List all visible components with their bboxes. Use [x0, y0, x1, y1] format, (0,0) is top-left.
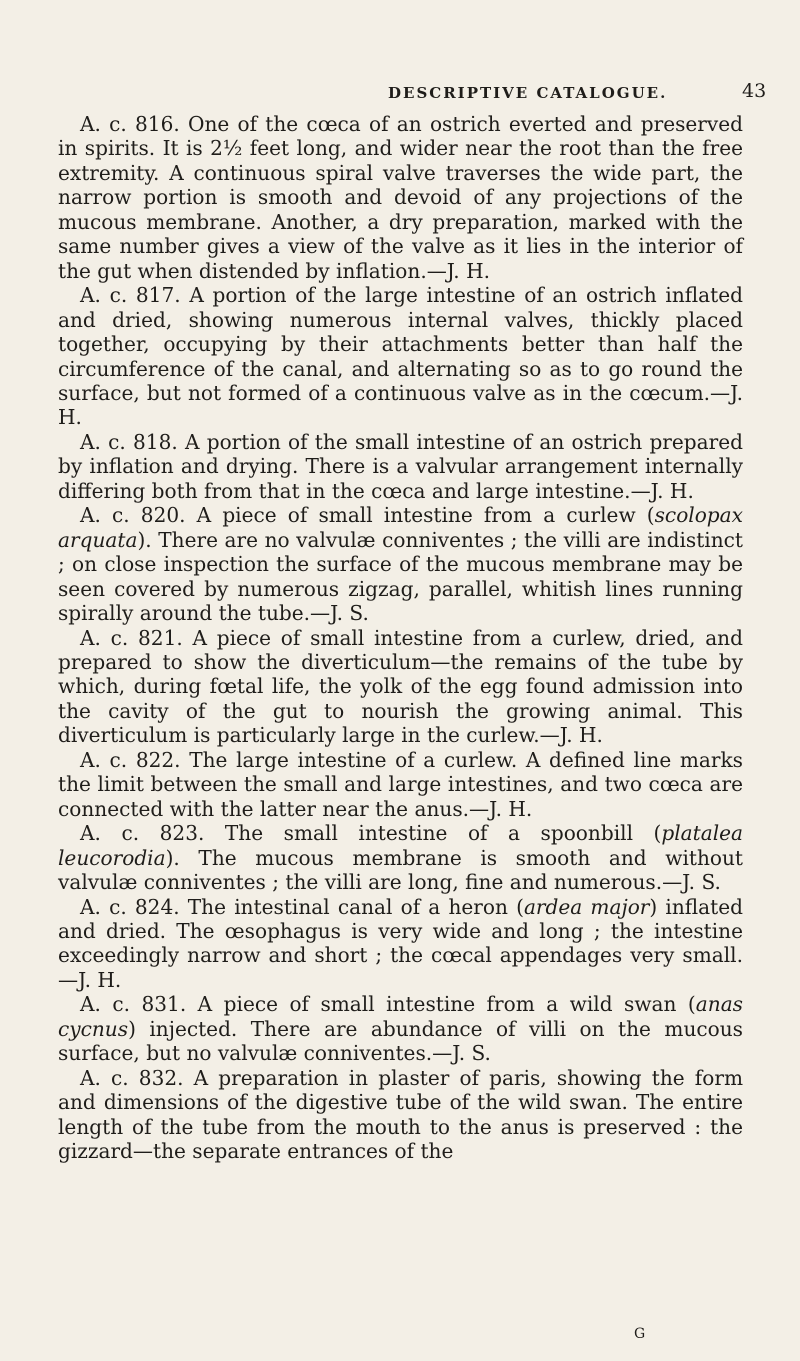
signature-mark: G	[634, 1326, 646, 1342]
entry-text-end: ) injected. There are abundance of villi on the mucous surface, but no valvulæ conniventes.—J. S.	[58, 1016, 743, 1066]
entry-text-end: ). The mucous membrane is smooth and without valvulæ conniventes ; the villi are long, fine and numerous.—J. S.	[58, 845, 743, 895]
entry-text: A. c. 818. A portion of the small intestine of an ostrich prepared by inflation and drying. There is a valvular arrangement internally differing both from that in the cœca and large intestine.—J. H.	[58, 429, 743, 503]
entry-text-end: ) inflated and dried. The œsophagus is very wide and long ; the intestine exceedingly narrow and short ; the cœcal appendages very small.—J. H.	[58, 894, 743, 992]
catalogue-entry-832	[58, 1066, 743, 1164]
running-head: DESCRIPTIVE CATALOGUE.	[388, 84, 668, 102]
entry-text: A. c. 823. The small intestine of a spoonbill (	[80, 821, 662, 846]
catalogue-entry-818	[58, 430, 743, 503]
entry-text: A. c. 822. The large intestine of a curlew. A defined line marks the limit between the small and large intestines, and two cœca are connected with the latter near the anus.—J. H.	[58, 747, 743, 821]
species-name: scolopax arquata	[58, 503, 743, 552]
entry-text: A. c. 831. A piece of small intestine from a wild swan (	[80, 992, 696, 1017]
catalogue-text	[58, 112, 743, 1163]
entry-text: A. c. 824. The intestinal canal of a heron (	[80, 894, 524, 919]
species-name: platalea leucorodia	[58, 821, 743, 870]
catalogue-entry-831	[58, 992, 743, 1065]
species-name: anas cycnus	[58, 992, 743, 1041]
species-name: ardea major	[523, 894, 650, 919]
catalogue-entry-817	[58, 283, 743, 430]
entry-text-end: ). There are no valvulæ conniventes ; the villi are indistinct ; on close inspection the surface of the mucous membrane may be seen covered by numerous zigzag, parallel, whitish lines running spirally around the tube.—J. S.	[58, 527, 743, 626]
catalogue-entry-822	[58, 748, 743, 821]
page-number: 43	[742, 80, 767, 102]
entry-text: A. c. 817. A portion of the large intestine of an ostrich inflated and dried, showing numerous internal valves, thickly placed together, occupying by their attachments better than half the circumference of the canal, and alternating so as to go round the surface, but not formed of a continuous valve as in the cœcum.—J. H.	[58, 283, 743, 430]
catalogue-entry-824	[58, 895, 743, 993]
entry-text: A. c. 820. A piece of small intestine from a curlew (	[80, 503, 655, 528]
entry-text: A. c. 832. A preparation in plaster of paris, showing the form and dimensions of the digestive tube of the wild swan. The entire length of the tube from the mouth to the anus is preserved : the gizzard—the separate entrances of the	[58, 1065, 743, 1164]
catalogue-entry-823	[58, 821, 743, 894]
catalogue-entry-821	[58, 626, 743, 748]
catalogue-entry-816	[58, 112, 743, 283]
entry-text: A. c. 816. One of the cœca of an ostrich everted and preserved in spirits. It is 2½ feet long, and wider near the root than the free extremity. A continuous spiral valve traverses the wide part, the narrow portion is smooth and devoid of any projections of the mucous membrane. Another, a dry preparation, marked with the same number gives a view of the valve as it lies in the interior of the gut when distended by inflation.—J. H.	[58, 112, 743, 283]
entry-text: A. c. 821. A piece of small intestine from a curlew, dried, and prepared to show the diverticulum—the remains of the tube by which, during fœtal life, the yolk of the egg found admission into the cavity of the gut to nourish the growing animal. This diverticulum is particularly large in the curlew.—J. H.	[58, 625, 743, 748]
catalogue-entry-820	[58, 503, 743, 625]
